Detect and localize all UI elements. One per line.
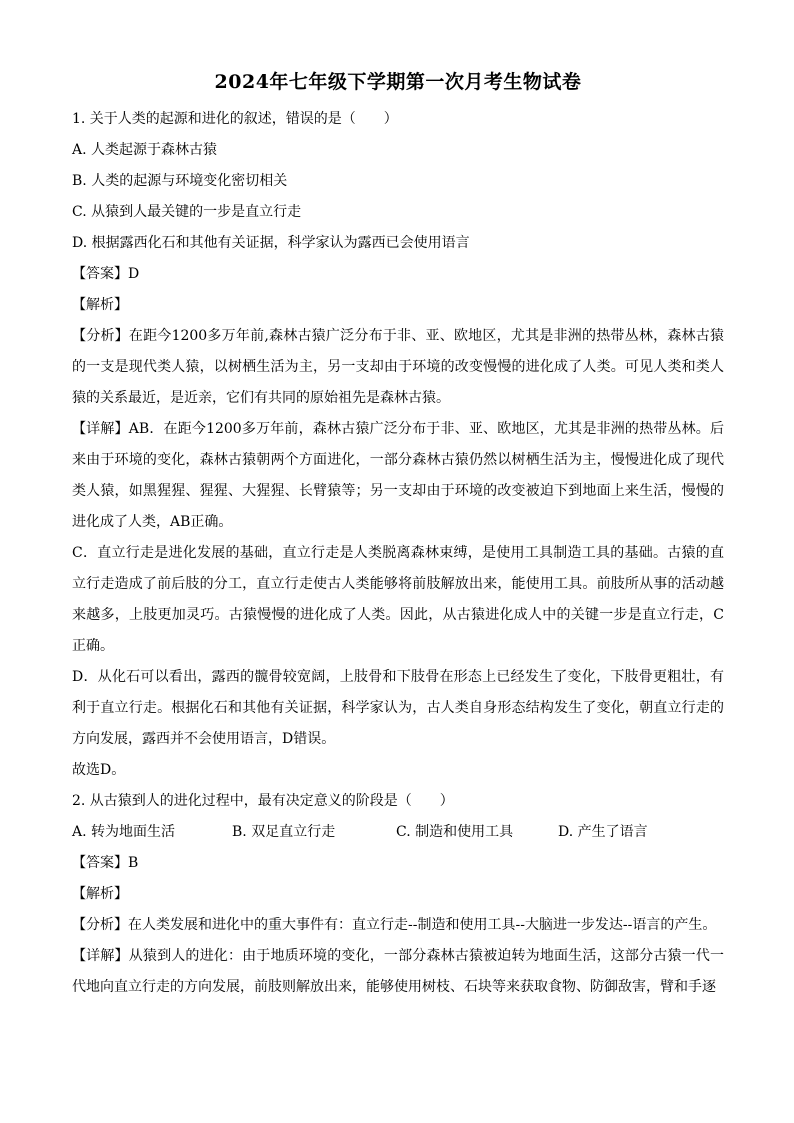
option-d: D. 根据露西化石和其他有关证据，科学家认为露西已会使用语言 [72,235,470,251]
analysis-detail-ab: 【详解】AB．在距今1200多万年前，森林古猿广泛分布于非、亚、欧地区，尤其是非洲的热带丛林。后来由于环境的变化，森林古猿朝两个方面进化，一部分森林古猿仍然以树栖生活为主，慢慢进化成了现代类人猿，如黑猩猩、猩猩、大猩猩、长臂猿等；另一支却由于环境的改变被迫下到地面上来生活，慢慢的进化成了人类，AB正确。 [72,421,724,530]
analysis-detail: 【详解】从猿到人的进化：由于地质环境的变化，一部分森林古猿被迫转为地面生活，这部分古猿一代一代地向直立行走的方向发展，前肢则解放出来，能够使用树枝、石块等来获取食物、防御敌害，臂和手逐 [72,948,724,995]
option-b: B. 双足直立行走 [232,824,336,840]
conclusion: 故选D。 [72,762,126,778]
question-stem: 2. 从古猿到人的进化过程中，最有决定意义的阶段是（ ） [72,793,454,809]
options-row [72,817,724,848]
answer: 【答案】B [72,855,139,871]
analysis-label: 【解析】 [72,297,128,313]
analysis-fenxi: 【分析】在人类发展和进化中的重大事件有：直立行走--制造和使用工具--大脑进一步发达--语言的产生。 [72,917,717,933]
option-b: B. 人类的起源与环境变化密切相关 [72,173,288,189]
analysis-label: 【解析】 [72,886,128,902]
option-c: C. 从猿到人最关键的一步是直立行走 [72,204,302,220]
option-a: A. 转为地面生活 [72,824,176,840]
answer: 【答案】D [72,266,140,282]
analysis-detail-d: D．从化石可以看出，露西的髋骨较宽阔，上肢骨和下肢骨在形态上已经发生了变化，下肢骨更粗壮，有利于直立行走。根据化石和其他有关证据，科学家认为，古人类自身形态结构发生了变化，朝直立行走的方向发展，露西并不会使用语言，D错误。 [72,669,724,747]
option-c: C. 制造和使用工具 [396,824,514,840]
analysis-detail-c: C．直立行走是进化发展的基础，直立行走是人类脱离森林束缚，是使用工具制造工具的基础。古猿的直立行走造成了前后肢的分工，直立行走使古人类能够将前肢解放出来，能使用工具。前肢所从事的活动越来越多，上肢更加灵巧。古猿慢慢的进化成了人类。因此，从古猿进化成人中的关键一步是直立行走，C正确。 [72,545,724,654]
question-stem: 1. 关于人类的起源和进化的叙述，错误的是（ ） [72,111,398,127]
question-1 [72,104,724,786]
analysis-fenxi: 【分析】在距今1200多万年前,森林古猿广泛分布于非、亚、欧地区，尤其是非洲的热带丛林，森林古猿的一支是现代类人猿，以树栖生活为主，另一支却由于环境的改变慢慢的进化成了人类。可见人类和类人猿的关系最近，是近亲，它们有共同的原始祖先是森林古猿。 [72,328,724,406]
question-2 [72,786,724,1003]
option-a: A. 人类起源于森林古猿 [72,142,218,158]
exam-title: 2024年七年级下学期第一次月考生物试卷 [214,71,582,93]
option-d: D. 产生了语言 [558,824,648,840]
